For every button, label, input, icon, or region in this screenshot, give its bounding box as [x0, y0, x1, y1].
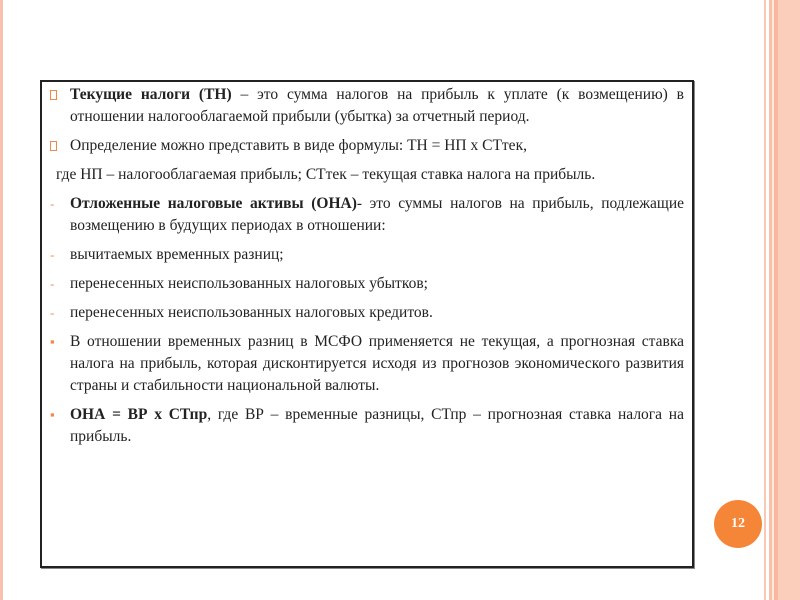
bullet-icon: ▪: [50, 407, 55, 422]
bullet-dash-icon: -: [50, 276, 55, 291]
paragraph-ona-formula: [50, 404, 684, 448]
paragraph-formula: [50, 135, 684, 157]
term: Текущие налоги (ТН): [70, 86, 232, 103]
paragraph-ifrs: [50, 331, 684, 397]
text: вычитаемых временных разниц;: [70, 246, 284, 263]
bullet-dash-icon: -: [50, 305, 55, 320]
text: Определение можно представить в виде формулы: ТН = НП х СТтек,: [70, 137, 527, 154]
bullet-dash-icon: -: [50, 196, 55, 211]
term: Отложенные налоговые активы (ОНА): [70, 195, 357, 212]
decorative-right-stripes: [764, 0, 800, 600]
bullet-icon: [50, 135, 57, 158]
bullet-dash-icon: -: [50, 247, 55, 262]
definition: – это сумма налогов на прибыль к уплате (к возмещению) в отношении налогооблагаемой прибыли (убытка) за отчетный период.: [70, 86, 684, 125]
bullet-icon: ▪: [50, 334, 55, 349]
text: , где ВР – временные разницы, СТпр – прогнозная ставка налога на прибыль.: [70, 406, 684, 445]
list-item: [50, 244, 684, 266]
slide-content: [50, 84, 684, 455]
page-number-badge: 12: [714, 500, 762, 548]
decorative-left-stripe: [0, 0, 3, 600]
bullet-icon: [50, 84, 57, 107]
text: В отношении временных разниц в МСФО применяется не текущая, а прогнозная ставка налога на прибыль, которая дисконтируется исходя из прогнозов экономического развития страны и стабильности национальной валюты.: [70, 333, 684, 394]
paragraph-deferred-assets: [50, 193, 684, 237]
definition: - это суммы налогов на прибыль, подлежащие возмещению в будущих периодах в отношении:: [70, 195, 685, 234]
paragraph-legend: [50, 164, 684, 186]
formula: ОНА = ВР х СТпр: [70, 406, 208, 423]
text: перенесенных неиспользованных налоговых убытков;: [70, 275, 428, 292]
text: перенесенных неиспользованных налоговых кредитов.: [70, 304, 433, 321]
list-item: [50, 273, 684, 295]
text: где НП – налогооблагаемая прибыль; СТтек – текущая ставка налога на прибыль.: [56, 166, 596, 183]
paragraph-current-taxes: [50, 84, 684, 128]
list-item: [50, 302, 684, 324]
